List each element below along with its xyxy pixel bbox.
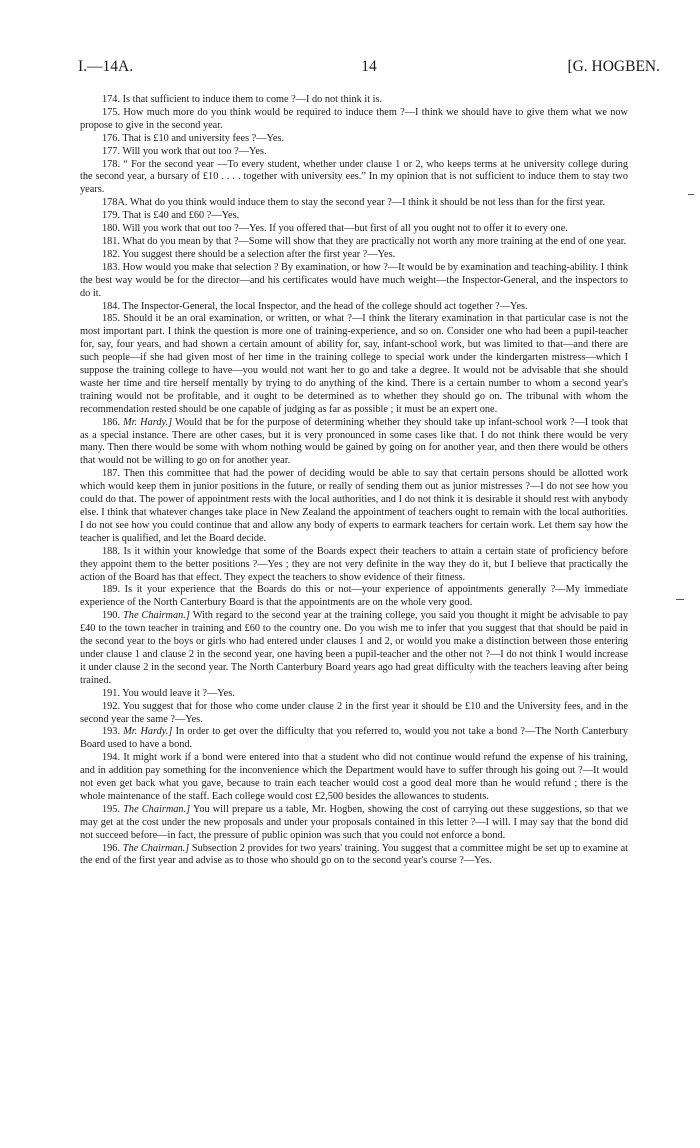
question-paragraph: 176. That is £10 and university fees ?—Yes.	[102, 132, 285, 144]
question-paragraph: 190. The Chairman.] With regard to the second year at the training college, you said you thought it might be advisable to pay £40 to the town teacher in training and £60 to the country one. Do you wish me to infer that you suggest that that should be paid in the second year to the boys or girls who had entered under clauses 1 and 2, or would you make a distinction between those entering under clause 1 and clause 2 in the second year, one having been a pupil-teacher and the other not ?—I do not think I would increase it under clause 2 in the second year. The North Canterbury Board years ago had great difficulty with the teachers leaving after being trained.	[80, 610, 628, 686]
question-paragraph: 192. You suggest that for those who come under clause 2 in the first year it should be £10 and the University fees, and in the second year the same ?—Yes.	[80, 700, 628, 725]
question-paragraph: 179. That is £40 and £60 ?—Yes.	[102, 210, 240, 222]
speaker: The Chairman.]	[123, 803, 191, 815]
page-number: 14	[361, 58, 377, 75]
speaker: The Chairman.]	[122, 842, 190, 854]
question-paragraph: 175. How much more do you think would be required to induce them ?—I think we should have to give them what we now propose to give in the second year.	[80, 106, 628, 131]
speaker: Mr. Hardy.]	[123, 416, 173, 428]
question-paragraph: 191. You would leave it ?—Yes.	[102, 687, 235, 699]
question-paragraph: 174. Is that sufficient to induce them to come ?—I do not think it is.	[102, 94, 383, 105]
question-paragraph: 193. Mr. Hardy.] In order to get over the difficulty that you referred to, would you not take a bond ?—The North Canterbury Board used to have a bond.	[80, 726, 628, 751]
question-paragraph: 184. The Inspector-General, the local Inspector, and the head of the college should act together ?—Yes.	[102, 300, 528, 312]
question-paragraph: 189. Is it your experience that the Boards do this or not—your experience of appointments generally ?—My immediate experience of the North Canterbury Board is that the appointments are on the whole very good.	[80, 584, 628, 609]
question-paragraph: 178A. What do you think would induce them to stay the second year ?—I think it should be not less than for the first year.	[102, 197, 606, 209]
question-paragraph: 182. You suggest there should be a selection after the first year ?—Yes.	[102, 248, 396, 260]
question-paragraph: 186. Mr. Hardy.] Would that be for the purpose of determining whether they should take up infant-school work ?—I took that as a special instance. There are other cases, but it is very pronounced in some cases like that. I do not think there would be very many. Then there would be some with whom nothing would be gained by going on for another year, and then there would be others that would not be willing to go on for another year.	[80, 416, 628, 467]
question-paragraph: 185. Should it be an oral examination, or written, or what ?—I think the literary examination in that particular case is not the most important part. I think the question is more one of training-experience, and so on. Consider one who had been a pupil-teacher for, say, four years, and had shown a certain amount of ability for, say, infant-school work, but was limited to that—and there are such people—if she had given most of her time in the training college to special work under the kindergarten mistress—which I suppose the training college to have—you would not want her to go and take a degree. It would not be advisable that she should waste her time and tire herself mentally by trying to do anything of the kind. There is a certain number to whom a second year's training would not be profitable, and it ought to be determined as to whether they should go on. The tribunal with whom the recommendation rested should be one capable of judging as far as possible ; it must be an expert one.	[80, 313, 628, 415]
question-paragraph: 181. What do you mean by that ?—Some will show that they are practically not worth any more training at the end of one year.	[102, 235, 627, 247]
header-witness: [G. HOGBEN.	[567, 58, 660, 75]
question-paragraph: 183. How would you make that selection ? By examination, or how ?—It would be by examination and teaching-ability. I think the best way would be for the director—and his certificates would have much weight—the Inspector-General, and the inspectors to do it.	[80, 261, 628, 299]
margin-mark	[688, 194, 694, 195]
question-paragraph: 180. Will you work that out too ?—Yes. If you offered that—but first of all you ought not to offer it to every one.	[102, 223, 568, 235]
question-paragraph: 196. The Chairman.] Subsection 2 provides for two years' training. You suggest that a committee might be set up to examine at the end of the first year and advise as to those who should go on to the second year's course ?—Yes.	[80, 842, 628, 867]
question-paragraph: 188. Is it within your knowledge that some of the Boards expect their teachers to attain a certain state of proficiency before they appoint them to the better positions ?—Yes ; they are not very definite in the way they do it, but I believe that practically the action of the Board has that effect. They expect the teachers to show evidence of their fitness.	[80, 545, 628, 583]
speaker: Mr. Hardy.]	[123, 726, 173, 738]
question-paragraph: 195. The Chairman.] You will prepare us a table, Mr. Hogben, showing the cost of carrying out these suggestions, so that we may get at the cost under the new proposals and under your proposals contained in this letter ?—I will. I may say that the bond did not succeed before—in fact, the pressure of public opinion was such that you could not enforce a bond.	[80, 803, 628, 841]
speaker: The Chairman.]	[123, 610, 190, 622]
header-reference: I.—14A.	[78, 58, 134, 75]
question-paragraph: 187. Then this committee that had the power of deciding would be able to say that certain persons should be allotted work which would keep them in junior positions in the future, or really of sending them out as junior mistresses ?—I do not see how you could do that. The power of appointment rests with the local authorities, and I do not think it is desirable it should rest with anybody else. I think that whatever changes take place in New Zealand the appointment of teachers ought to remain with the local authorities. I do not see how you could continue that and allow any body of experts to earmark teachers for certain work. Let them say how the teacher is qualified, and let the Board decide.	[80, 468, 628, 544]
question-paragraph: 194. It might work if a bond were entered into that a student who did not continue would refund the expense of his training, and in addition pay something for the inconvenience which the Department would have to suffer through his going out ?—It would not even get back what you gave, because to train each teacher would cost a good deal more than he would refund ; there is the whole maintenance of the staff. Each college would cost £2,500 besides the allowances to students.	[80, 752, 628, 802]
question-paragraph: 177. Will you work that out too ?—Yes.	[102, 145, 267, 157]
page-header	[78, 58, 660, 78]
evidence-text	[80, 94, 628, 1136]
margin-mark	[676, 599, 684, 600]
question-paragraph: 178. “ For the second year —To every student, whether under clause 1 or 2, who keeps terms at he university college during the second year, a bursary of £10 . . . . together with university ees.” In my opinion that is not sufficient to induce them to stay two years.	[80, 158, 628, 196]
